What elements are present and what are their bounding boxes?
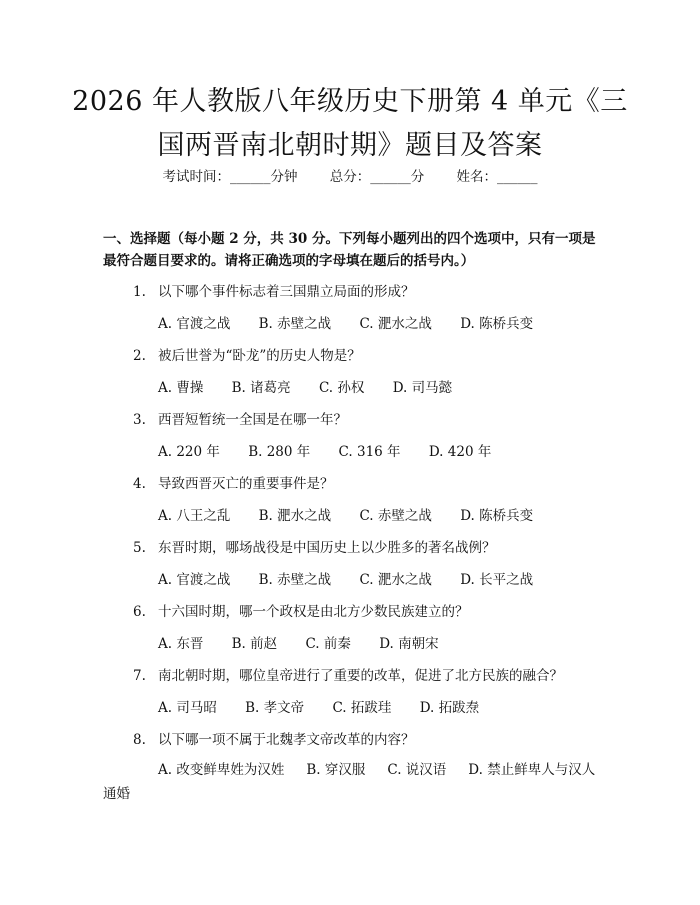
question-text: 被后世誉为“卧龙”的历史人物是？ xyxy=(158,348,361,364)
question-text: 东晋时期，哪场战役是中国历史上以少胜多的著名战例？ xyxy=(158,540,496,556)
option-b: B. 前赵 xyxy=(231,636,278,652)
question-8-options xyxy=(103,758,603,806)
question-text: 以下哪一项不属于北魏孝文帝改革的内容？ xyxy=(158,732,415,748)
question-number: 7. xyxy=(133,668,146,684)
question-7 xyxy=(133,666,603,686)
question-2-options xyxy=(158,378,608,398)
question-4-options xyxy=(158,506,608,526)
exam-time: 考试时间：______分钟 xyxy=(162,169,298,185)
question-6-options xyxy=(158,634,608,654)
option-a: A. 官渡之战 xyxy=(158,572,231,588)
option-c: C. 说汉语 xyxy=(387,762,447,778)
question-7-options xyxy=(158,698,608,718)
question-text: 导致西晋灭亡的重要事件是？ xyxy=(158,476,334,492)
question-5 xyxy=(133,538,603,558)
option-c: C. 赤壁之战 xyxy=(359,508,432,524)
question-1 xyxy=(133,282,603,302)
option-a: A. 220 年 xyxy=(158,444,220,460)
option-a: A. 改变鲜卑姓为汉姓 xyxy=(158,762,285,778)
option-d: D. 拓跋焘 xyxy=(419,700,480,716)
question-text: 南北朝时期，哪位皇帝进行了重要的改革，促进了北方民族的融合？ xyxy=(158,668,563,684)
option-b: B. 赤壁之战 xyxy=(258,572,332,588)
question-number: 8. xyxy=(133,732,146,748)
option-b: B. 孝文帝 xyxy=(245,700,305,716)
option-d: D. 南朝宋 xyxy=(379,636,439,652)
question-4 xyxy=(133,474,603,494)
option-a: A. 官渡之战 xyxy=(158,316,231,332)
question-6 xyxy=(133,602,603,622)
option-d: D. 禁止鲜卑人与汉人通婚 xyxy=(103,762,596,802)
section-heading-choice: 一、选择题（每小题 2 分，共 30 分。下列每小题列出的四个选项中，只有一项是最符合题目要求的。请将正确选项的字母填在题后的括号内。） xyxy=(103,231,596,269)
option-b: B. 穿汉服 xyxy=(306,762,366,778)
option-c: C. 淝水之战 xyxy=(359,316,432,332)
option-d: D. 司马懿 xyxy=(392,380,453,396)
document-title xyxy=(70,80,630,168)
option-c: C. 拓跋珪 xyxy=(332,700,392,716)
option-c: C. 前秦 xyxy=(305,636,351,652)
question-text: 以下哪个事件标志着三国鼎立局面的形成？ xyxy=(158,284,415,300)
option-a: A. 曹操 xyxy=(158,380,204,396)
total-score: 总分：______分 xyxy=(329,169,425,185)
option-b: B. 淝水之战 xyxy=(258,508,332,524)
question-number: 1. xyxy=(133,284,146,300)
option-b: B. 280 年 xyxy=(248,444,311,460)
option-d: D. 长平之战 xyxy=(460,572,534,588)
option-b: B. 诸葛亮 xyxy=(231,380,291,396)
option-c: C. 淝水之战 xyxy=(359,572,432,588)
option-b: B. 赤壁之战 xyxy=(258,316,332,332)
question-number: 2. xyxy=(133,348,146,364)
question-number: 3. xyxy=(133,412,146,428)
question-text: 十六国时期，哪一个政权是由北方少数民族建立的？ xyxy=(158,604,469,620)
question-3 xyxy=(133,410,603,430)
question-5-options xyxy=(158,570,608,590)
question-number: 6. xyxy=(133,604,146,620)
option-a: A. 司马昭 xyxy=(158,700,217,716)
option-a: A. 东晋 xyxy=(158,636,204,652)
question-8 xyxy=(133,730,603,750)
question-1-options xyxy=(158,314,608,334)
option-d: D. 420 年 xyxy=(428,444,492,460)
question-2 xyxy=(133,346,603,366)
question-text: 西晋短暂统一全国是在哪一年？ xyxy=(158,412,347,428)
option-a: A. 八王之乱 xyxy=(158,508,231,524)
title-line-1: 2026 年人教版八年级历史下册第 4 单元《三 xyxy=(72,86,628,117)
option-d: D. 陈桥兵变 xyxy=(460,316,534,332)
exam-meta xyxy=(0,167,700,187)
option-c: C. 316 年 xyxy=(338,444,401,460)
question-3-options xyxy=(158,442,608,462)
option-c: C. 孙权 xyxy=(318,380,365,396)
title-line-2: 国两晋南北朝时期》题目及答案 xyxy=(157,130,543,161)
option-d: D. 陈桥兵变 xyxy=(460,508,534,524)
question-number: 4. xyxy=(133,476,146,492)
question-number: 5. xyxy=(133,540,146,556)
student-name: 姓名：______ xyxy=(456,169,538,185)
